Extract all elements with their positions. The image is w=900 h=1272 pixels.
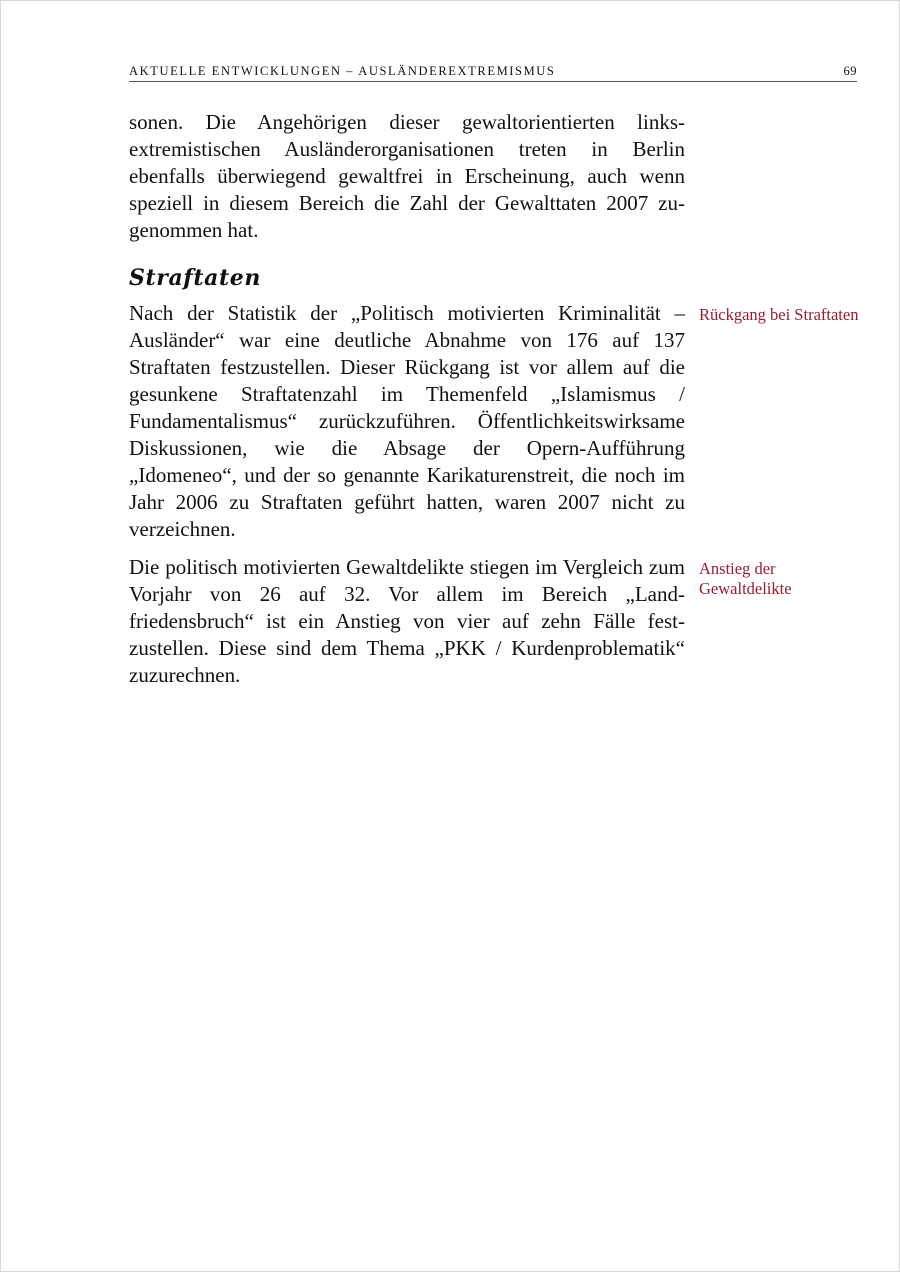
- margin-note-anstieg: Anstieg der Gewaltdelikte: [699, 559, 792, 598]
- page-number: 69: [843, 64, 857, 78]
- section-heading-straftaten: Straftaten: [129, 265, 261, 291]
- paragraph-gewaltdelikte-block: [129, 554, 685, 689]
- paragraph-straftaten: Nach der Statistik der „Politisch motivierten Kriminalität – Ausländer“ war eine deutliche Abnahme von 176 auf 137 Straftaten festzustellen. Dieser Rückgang ist vor allem auf die gesunkene Straftatenzahl im Themenfeld „Islamismus / Fundamentalismus“ zurückzuführen. Öffentlichkeitswirksame Diskussionen, wie die Absage der Opern-Aufführung „Idomeneo“, und der so genannte Karikaturenstreit, die noch im Jahr 2006 zu Straftaten geführt hatten, waren 2007 nicht zu verzeichnen.: [129, 301, 685, 541]
- paragraph-intro-block: [129, 109, 685, 244]
- paragraph-straftaten-block: [129, 300, 685, 543]
- running-header: [129, 63, 857, 82]
- margin-note-rueckgang: Rückgang bei Straftaten: [699, 305, 859, 324]
- paragraph-gewaltdelikte: Die politisch motivierten Gewaltdelikte stiegen im Vergleich zum Vorjahr von 26 auf 32. Vor allem im Bereich „Landfriedensbruch“ ist ein Anstieg von vier auf zehn Fälle festzustellen. Diese sind dem Thema „PKK / Kurdenproblematik“ zuzurechnen.: [129, 555, 685, 687]
- header-title: AKTUELLE ENTWICKLUNGEN – AUSLÄNDEREXTREMISMUS: [129, 64, 556, 78]
- paragraph-intro: sonen. Die Angehörigen dieser gewaltorientierten linksextremistischen Ausländerorganisationen treten in Berlin ebenfalls überwiegend gewaltfrei in Erscheinung, auch wenn speziell in diesem Bereich die Zahl der Gewalttaten 2007 zugenommen hat.: [129, 110, 685, 242]
